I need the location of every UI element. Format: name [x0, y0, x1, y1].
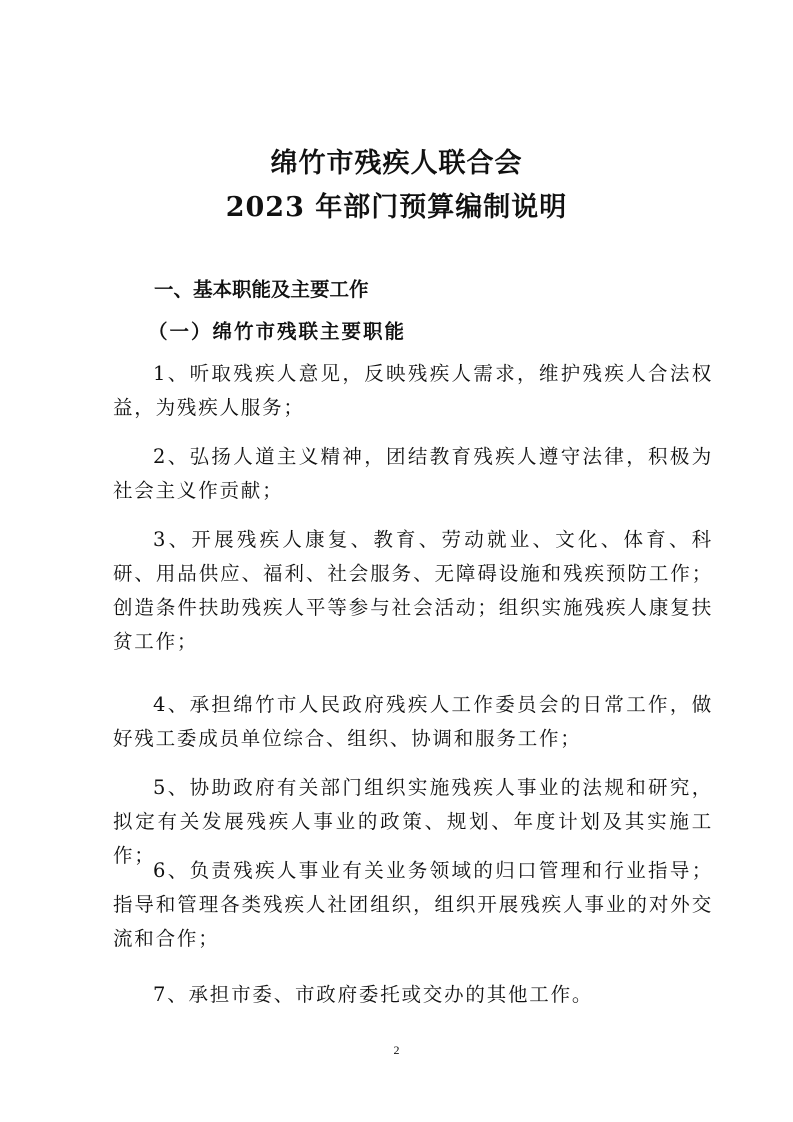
- section-heading: 一、基本职能及主要工作: [154, 278, 369, 301]
- subsection-heading: （一）绵竹市残联主要职能: [148, 320, 407, 343]
- duty-paragraph-1: 1、听取残疾人意见，反映残疾人需求，维护残疾人合法权益，为残疾人服务；: [113, 362, 713, 419]
- duty-paragraph-5: 5、协助政府有关部门组织实施残疾人事业的法规和研究，拟定有关发展残疾人事业的政策、规划、年度计划及其实施工作；: [113, 776, 713, 867]
- duty-paragraph-4: 4、承担绵竹市人民政府残疾人工作委员会的日常工作，做好残工委成员单位综合、组织、协调和服务工作；: [113, 693, 713, 750]
- duty-paragraph-2: 2、弘扬人道主义精神，团结教育残疾人遵守法律，积极为社会主义作贡献；: [113, 445, 713, 502]
- duty-paragraph-3: 3、开展残疾人康复、教育、劳动就业、文化、体育、科研、用品供应、福利、社会服务、无障碍设施和残疾预防工作；创造条件扶助残疾人平等参与社会活动；组织实施残疾人康复扶贫工作；: [113, 528, 713, 653]
- duty-paragraph-6: 6、负责残疾人事业有关业务领域的归口管理和行业指导；指导和管理各类残疾人社团组织，组织开展残疾人事业的对外交流和合作；: [113, 859, 713, 950]
- page-number: 2: [393, 1043, 400, 1057]
- document-title-line1: 绵竹市残疾人联合会: [270, 148, 523, 179]
- duty-paragraph-7: 7、承担市委、市政府委托或交办的其他工作。: [153, 983, 594, 1006]
- document-title-line2: 2023 年部门预算编制说明: [225, 192, 568, 223]
